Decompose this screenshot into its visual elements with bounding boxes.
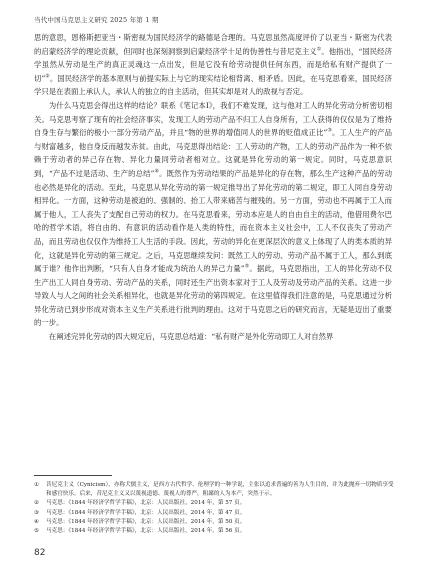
- body-paragraph: [34, 31, 392, 99]
- body-paragraph: [34, 99, 392, 330]
- paragraph-text: 思的意思，恩格斯把亚当・斯密视为国民经济学的路德是合理的。马克思虽然高度评价了以亚当・斯密为代表的启蒙经济学的理论贡献，但同时也深刻洞察到启蒙经济学十足的伪善性与昔尼克主义: [34, 33, 392, 56]
- paragraph-text: 为什么马克思会得出这样的结论？联系《笔记本Ⅰ》，我们不难发现，这与他对工人的异化劳动分析密切相关。马克思考察了现有的社会经济事实，发现工人的劳动产品不归工人自身所有，工人获得的仅仅是为了维持自身生存与繁衍的极小一部分劳动产品，并且“物的世界的增值同人的世界的贬值成正比”: [34, 100, 392, 138]
- paragraph-text: 。他指出，“国民经济学虽然从劳动是生产的真正灵魂这一点出发，但是它没有给劳动提供任何东西，而是给私有财产提供了一切”: [34, 46, 393, 83]
- paragraph-text: 。国民经济学的基本原则与前提实际上与它的现实结论相背离、相矛盾。因此，在马克思看来，国民经济学只是在表面上承认人，承认人的独立的自主活动，但其实却是对人的敌视与否定。: [34, 73, 392, 97]
- footnote-text: 马克思：《1844 年经济学哲学手稿》，北京：人民出版社，2014 年，第 56 页。: [46, 528, 246, 535]
- footnote-number: ②: [34, 500, 40, 507]
- footnote-item: [34, 481, 394, 499]
- footnote-item: [34, 527, 394, 536]
- footnote-text: 昔尼克主义（Cynicism），亦称犬儒主义，是西方古代哲学、伦理学的一种学说，主张以追求普遍的善为人生目的，并为此抛弃一切物质享受和感官快乐。后来，昔尼克主义又以蔑视道德、蔑视人的尊严，粗鄙的人为本产，突然于示。: [46, 482, 394, 498]
- footnote-separator: [34, 475, 112, 476]
- footnote-text: 马克思：《1844 年经济学哲学手稿》，北京：人民出版社，2014 年，第 50 页。: [46, 518, 246, 525]
- footnote-number: ①: [34, 482, 40, 488]
- footnote-marker: ④: [154, 168, 160, 175]
- paragraph-text: 。据此，马克思指出，工人的异化劳动不仅生产出工人同自身劳动、劳动产品的关系，同时还生产出资本家对于工人及劳动及劳动产品的关系。这进一步导致人与人之间的社会关系相异化，也就是异化劳动的第四规定。在这里值得我们注意的是，马克思通过分析异化劳动已到步形成对资本主义生产关系进行批判的理由。这对于马克思之后的研究而言，无疑是迈出了重要的一步。: [34, 264, 392, 328]
- footnote-text: 马克思：《1844 年经济学哲学手稿》，北京：人民出版社，2014 年，第 47 页。: [46, 509, 246, 516]
- page-number: 82: [34, 548, 46, 558]
- paragraph-text: 。既然作为劳动结果的产品是异化的存在物，那么生产这种产品的劳动也必然是异化的活动。至此，马克思从异化劳动的第一规定推导出了异化劳动的第二规定，即工人同自身劳动相异化。一方面，这种劳动是被迫的、强制的、抬工人带来痛苦与摧残的。另一方面，劳动也不再属于工人而属于他人，工人丧失了支配自己劳动的权力。在马克思看来，劳动本应是人的自由自主的活动，他借用费尔巴哈的哲学术语，将自由的、有意识的活动看作是人类的特性，而在资本主义社会中，工人不仅丧失了劳动产品，而且劳动也仅仅作为维持工人生活的手段。因此，劳动的异化在更深层次的意义上体现了人的类本质的异化，这就是异化劳动的第三规定。之后，马克思继续发问：既然工人的劳动、劳动产品不属于工人，那么到底属于谁？他作出判断，“只有人自身才能成为统治人的异己力量”: [34, 168, 392, 274]
- footnotes: [34, 481, 394, 536]
- footnote-marker: ③: [327, 127, 332, 134]
- paragraph-text: 在阐述完异化劳动的四大规定后，马克思总结道：“私有财产是外化劳动即工人对自然界: [48, 332, 334, 342]
- paragraph-text: 。工人生产的产品与财富越多，他自身反而越发赤贫。由此，马克思得出结论：工人劳动的产物，工人的劳动产品作为一种不依赖于劳动者的异己存在物、异化力量同劳动者相对立。这就是异化劳动的第一规定。同时，马克思意识到，“产品不过是活动、生产的总结”: [34, 128, 392, 178]
- footnote-number: ⑤: [34, 528, 40, 535]
- footnote-number: ④: [34, 518, 40, 525]
- footnote-item: [34, 509, 394, 518]
- body-text: [34, 31, 392, 344]
- footnote-marker: ②: [45, 73, 50, 80]
- body-paragraph: [34, 330, 392, 344]
- footnote-number: ③: [34, 509, 40, 516]
- running-header: 当代中国马克思主义研究 2025 年第 1 期: [34, 16, 159, 24]
- footnote-marker: ①: [316, 46, 322, 53]
- footnote-item: [34, 518, 394, 527]
- footnote-text: 马克思：《1844 年经济学哲学手稿》，北京：人民出版社，2014 年，第 57 页。: [46, 500, 246, 507]
- footnote-marker: ⑤: [244, 263, 250, 270]
- footnote-item: [34, 499, 394, 508]
